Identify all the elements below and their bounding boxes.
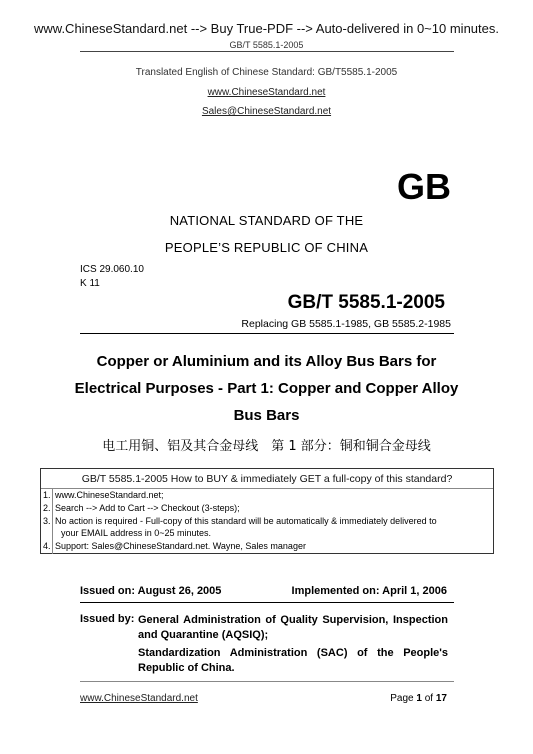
buy-box-title: GB/T 5585.1-2005 How to BUY & immediately GET a full-copy of this standard? bbox=[81, 473, 453, 485]
gb-logo: GB bbox=[397, 166, 451, 207]
title-line3: Bus Bars bbox=[233, 407, 300, 424]
translation-line: Translated English of Chinese Standard: GB/T5585.1-2005 bbox=[135, 67, 398, 78]
buy-item-text: No action is required - Full-copy of this standard will be automatically & immediately delivered to bbox=[55, 516, 437, 526]
page-indicator bbox=[390, 693, 447, 704]
email-link-wrapper bbox=[0, 106, 533, 117]
buy-item-text: your EMAIL address in 0~25 minutes. bbox=[61, 528, 211, 538]
page-prefix: Page bbox=[390, 693, 417, 704]
buy-item-number: 4. bbox=[43, 541, 51, 551]
replacing-line: Replacing GB 5585.1-1985, GB 5585.2-1985 bbox=[241, 318, 451, 330]
national-standard-line1: NATIONAL STANDARD OF THE bbox=[169, 213, 364, 228]
page-total: 17 bbox=[435, 693, 447, 704]
email-link[interactable]: Sales@ChineseStandard.net bbox=[201, 106, 332, 117]
issuer-sac-line2: Republic of China. bbox=[138, 662, 235, 674]
buy-item-number: 3. bbox=[43, 516, 51, 526]
site-link-wrapper bbox=[0, 87, 533, 98]
standard-number-rule bbox=[80, 333, 454, 334]
buy-item-text: Support: Sales@ChineseStandard.net. Wayne, Sales manager bbox=[55, 541, 306, 551]
title-line1: Copper or Aluminium and its Alloy Bus Bars for bbox=[96, 353, 437, 370]
footer-site-link[interactable]: www.ChineseStandard.net bbox=[80, 693, 198, 704]
buy-item-number: 1. bbox=[43, 490, 51, 500]
issuer-aqsiq-line1: General Administration of Quality Supervision, Inspection bbox=[138, 614, 448, 626]
footer-site-wrapper bbox=[80, 693, 198, 704]
buy-box-number-column-divider bbox=[52, 488, 53, 554]
implemented-on-date: Implemented on: April 1, 2006 bbox=[291, 585, 447, 597]
header-divider bbox=[80, 51, 454, 52]
footer-rule bbox=[80, 681, 454, 682]
issued-by-label: Issued by: bbox=[80, 613, 135, 625]
issuer-aqsiq-line2: and Quarantine (AQSIQ); bbox=[138, 629, 269, 641]
ics-code: ICS 29.060.10 bbox=[80, 264, 144, 275]
buy-info-box bbox=[40, 468, 494, 554]
issuer-sac-line1: Standardization Administration (SAC) of the People's bbox=[138, 647, 448, 659]
dates-rule bbox=[80, 602, 454, 603]
page-of: of bbox=[421, 693, 436, 704]
k-code: K 11 bbox=[80, 278, 100, 289]
issued-on-date: Issued on: August 26, 2005 bbox=[80, 585, 222, 597]
page-current: 1 bbox=[416, 693, 422, 704]
buy-item-text: Search --> Add to Cart --> Checkout (3-steps); bbox=[55, 503, 240, 513]
national-standard-line2: PEOPLE’S REPUBLIC OF CHINA bbox=[164, 240, 369, 255]
header-standard-code: GB/T 5585.1-2005 bbox=[229, 40, 304, 50]
site-link[interactable]: www.ChineseStandard.net bbox=[207, 87, 326, 98]
buy-box-rule bbox=[41, 488, 493, 489]
buy-item-number: 2. bbox=[43, 503, 51, 513]
title-line2: Electrical Purposes - Part 1: Copper and Copper Alloy bbox=[74, 380, 459, 397]
buy-item-text[interactable]: www.ChineseStandard.net; bbox=[55, 490, 164, 500]
title-chinese: 电工用铜、铝及其合金母线 第 1 部分：铜和铜合金母线 bbox=[102, 439, 431, 454]
standard-number: GB/T 5585.1-2005 bbox=[287, 292, 445, 313]
top-banner: www.ChineseStandard.net --> Buy True-PDF --> Auto-delivered in 0~10 minutes. bbox=[34, 21, 499, 36]
